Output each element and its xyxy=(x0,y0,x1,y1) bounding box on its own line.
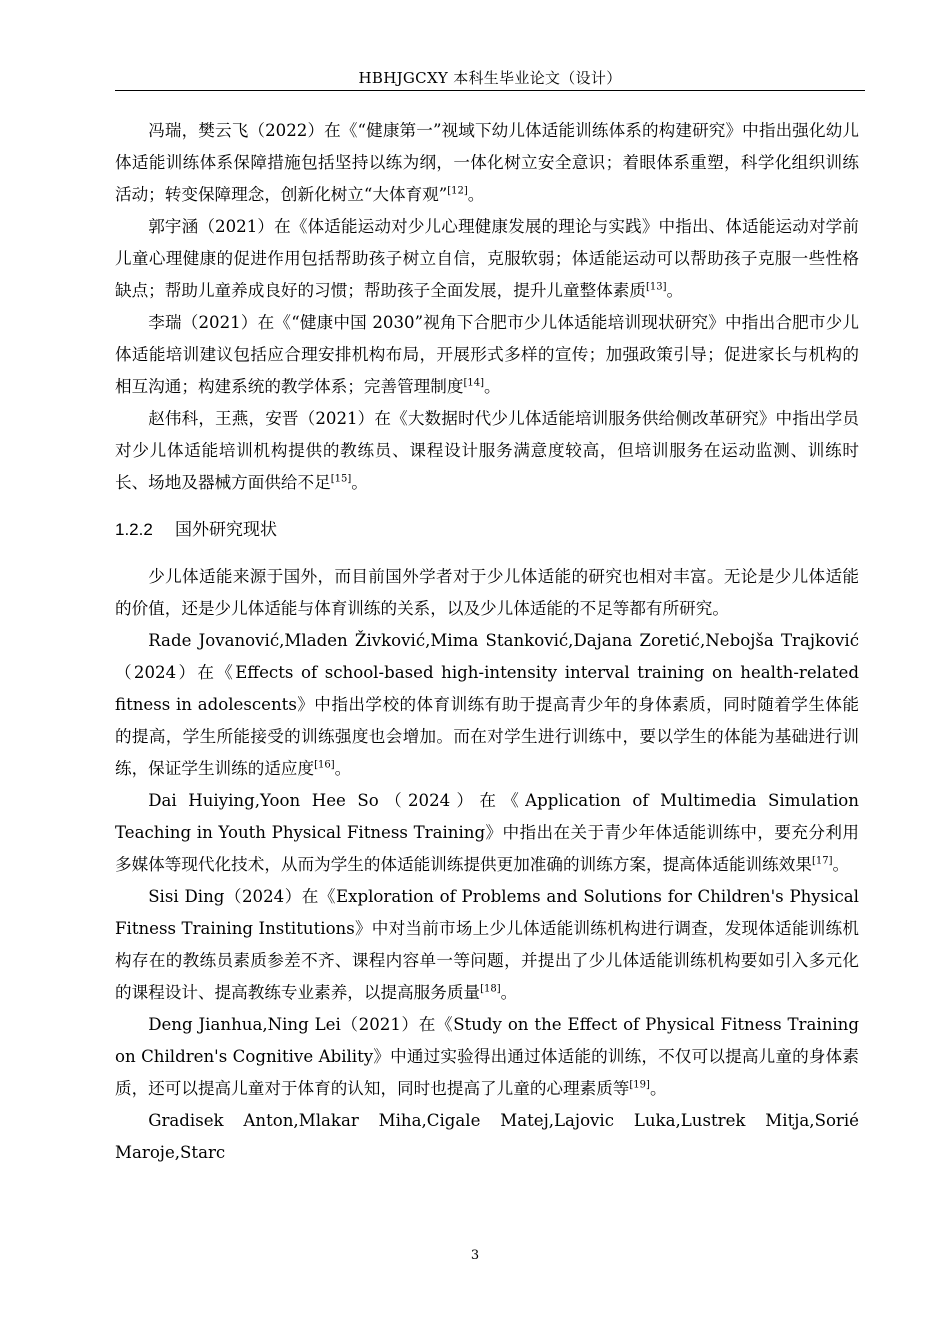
paragraph-end: 。 xyxy=(500,983,518,1002)
header-rule xyxy=(115,90,865,91)
citation: [16] xyxy=(314,759,335,771)
paragraph-text: Gradisek Anton,Mlakar Miha,Cigale Matej,Lajovic Luka,Lustrek Mitja,Sorié Maroje,Starc xyxy=(115,1111,859,1162)
paragraph xyxy=(115,115,859,211)
paragraph xyxy=(115,1009,859,1105)
paragraph-text: Dai Huiying,Yoon Hee So（2024）在《Application of Multimedia Simulation Teaching in Youth Physical Fitness Training》中指出在关于青少年体适能训练中，要充分利用多媒体等现代化技术，从而为学生的体适能训练提供更加准确的训练方案，提高体适能训练效果 xyxy=(115,791,859,874)
paragraph xyxy=(115,307,859,403)
paragraph-group-domestic xyxy=(115,115,859,499)
paragraph-end: 。 xyxy=(334,759,352,778)
paragraph-text: 冯瑞，樊云飞（2022）在《“健康第一”视域下幼儿体适能训练体系的构建研究》中指出强化幼儿体适能训练体系保障措施包括坚持以练为纲，一体化树立安全意识；着眼体系重塑，科学化组织训练活动；转变保障理念，创新化树立“大体育观” xyxy=(115,121,859,204)
citation: [13] xyxy=(646,281,667,293)
paragraph-text: 郭宇涵（2021）在《体适能运动对少儿心理健康发展的理论与实践》中指出、体适能运动对学前儿童心理健康的促进作用包括帮助孩子树立自信，克服软弱；体适能运动可以帮助孩子克服一些性格缺点；帮助儿童养成良好的习惯；帮助孩子全面发展，提升儿童整体素质 xyxy=(115,217,859,300)
paragraph xyxy=(115,561,859,625)
paragraph-text: 少儿体适能来源于国外，而目前国外学者对于少儿体适能的研究也相对丰富。无论是少儿体适能的价值，还是少儿体适能与体育训练的关系，以及少儿体适能的不足等都有所研究。 xyxy=(115,567,859,618)
header-title: HBHJGCXY 本科生毕业论文（设计） xyxy=(358,69,622,87)
paragraph xyxy=(115,403,859,499)
paragraph-text: Deng Jianhua,Ning Lei（2021）在《Study on the Effect of Physical Fitness Training on Children's Cognitive Ability》中通过实验得出通过体适能的训练，不仅可以提高儿童的身体素质，还可以提高儿童对于体育的认知，同时也提高了儿童的心理素质等 xyxy=(115,1015,859,1098)
paragraph-text: Rade Jovanović,Mladen Živković,Mima Stanković,Dajana Zoretić,Nebojša Trajković（2024）在《Effects of school-based high-intensity interval training on health-related fitness in adolescents》中指出学校的体育训练有助于提高青少年的身体素质，同时随着学生体能的提高，学生所能接受的训练强度也会增加。而在对学生进行训练中，要以学生的体能为基础进行训练，保证学生训练的适应度 xyxy=(115,631,859,778)
citation: [14] xyxy=(463,377,484,389)
paragraph-end: 。 xyxy=(832,855,850,874)
paragraph-text: 李瑞（2021）在《“健康中国 2030”视角下合肥市少儿体适能培训现状研究》中指出合肥市少儿体适能培训建议包括应合理安排机构布局，开展形式多样的宣传；加强政策引导；促进家长与机构的相互沟通；构建系统的教学体系；完善管理制度 xyxy=(115,313,859,396)
paragraph xyxy=(115,211,859,307)
paragraph-text: Sisi Ding（2024）在《Exploration of Problems and Solutions for Children's Physical Fitness Training Institutions》中对当前市场上少儿体适能训练机构进行调查，发现体适能训练机构存在的教练员素质参差不齐、课程内容单一等问题，并提出了少儿体适能训练机构要如引入多元化的课程设计、提高教练专业素养，以提高服务质量 xyxy=(115,887,859,1002)
paragraph-text: 赵伟科，王燕，安晋（2021）在《大数据时代少儿体适能培训服务供给侧改革研究》中指出学员对少儿体适能培训机构提供的教练员、课程设计服务满意度较高，但培训服务在运动监测、训练时长、场地及器械方面供给不足 xyxy=(115,409,859,492)
body-text xyxy=(115,115,859,1169)
section-title: 国外研究现状 xyxy=(175,520,277,540)
paragraph xyxy=(115,881,859,1009)
citation: [19] xyxy=(629,1079,650,1091)
paragraph-end: 。 xyxy=(484,377,501,396)
paragraph xyxy=(115,1105,859,1169)
citation: [12] xyxy=(447,185,468,197)
paragraph-group-foreign xyxy=(115,561,859,1169)
paragraph xyxy=(115,625,859,785)
paragraph-end: 。 xyxy=(351,473,368,492)
page-number: 3 xyxy=(470,1248,480,1263)
paragraph-end: 。 xyxy=(467,185,485,204)
paragraph xyxy=(115,785,859,881)
section-number: 1.2.2 xyxy=(115,520,153,539)
section-heading xyxy=(115,514,859,546)
citation: [18] xyxy=(480,983,501,995)
paragraph-end: 。 xyxy=(649,1079,667,1098)
paragraph-end: 。 xyxy=(666,281,684,300)
citation: [15] xyxy=(330,473,352,485)
citation: [17] xyxy=(811,855,833,867)
